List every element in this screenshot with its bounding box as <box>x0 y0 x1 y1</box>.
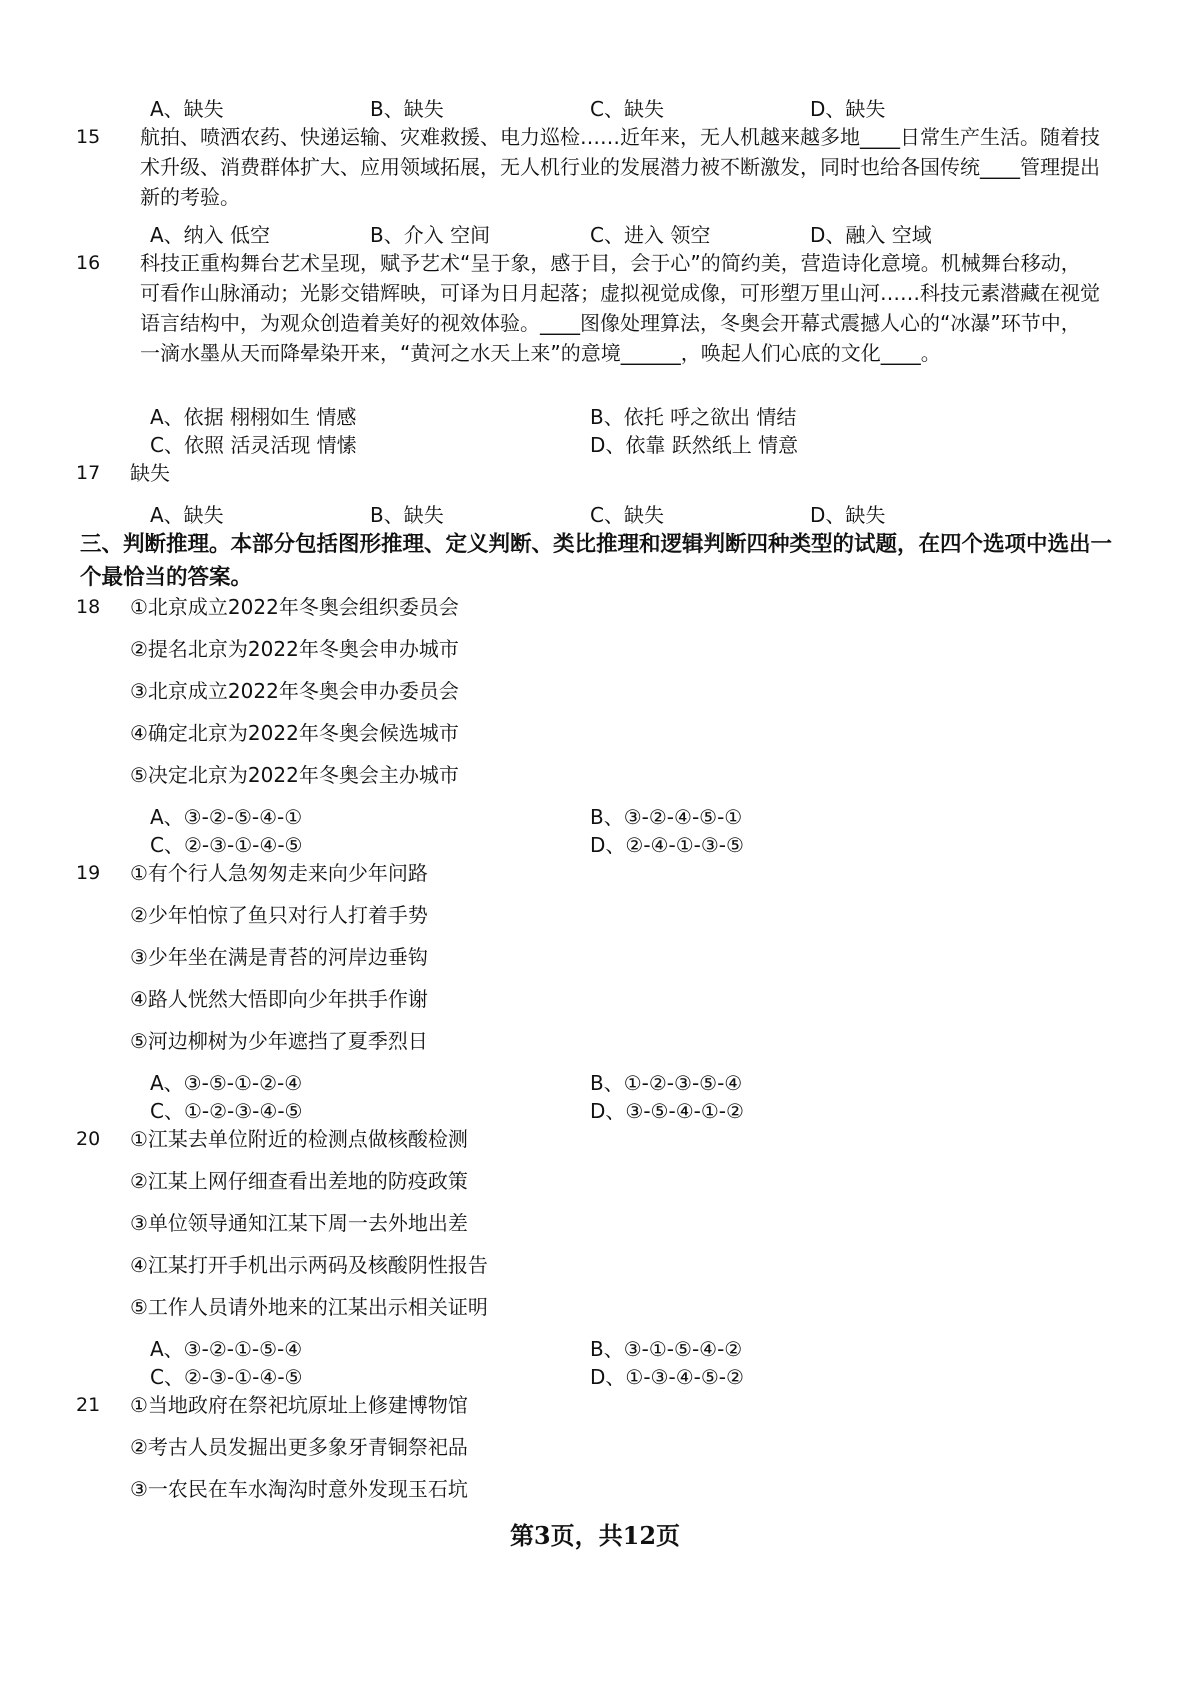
q20-option-a: A、③-②-①-⑤-④ <box>150 1337 303 1361</box>
q17-option-a: A、缺失 <box>150 503 224 527</box>
q18-statement-4: ④确定北京为2022年冬奥会候选城市 <box>130 721 459 745</box>
q20-statement-2: ②江某上网仔细查看出差地的防疫政策 <box>130 1169 468 1193</box>
q18-statement-3: ③北京成立2022年冬奥会申办委员会 <box>130 679 459 703</box>
q16-number: 16 <box>76 252 101 274</box>
q21-statement-3: ③一农民在车水淘沟时意外发现玉石坑 <box>130 1477 468 1501</box>
q14-option-a: A、缺失 <box>150 97 224 121</box>
q20-number: 20 <box>76 1128 101 1150</box>
q19-statement-2: ②少年怕惊了鱼只对行人打着手势 <box>130 903 428 927</box>
q19-statement-3: ③少年坐在满是青苔的河岸边垂钩 <box>130 945 428 969</box>
q19-number: 19 <box>76 862 101 884</box>
q18-option-b: B、③-②-④-⑤-① <box>590 805 743 829</box>
q14-option-c: C、缺失 <box>590 97 664 121</box>
q21-statement-2: ②考古人员发掘出更多象牙青铜祭祀品 <box>130 1435 468 1459</box>
q17-number: 17 <box>76 462 101 484</box>
q20-statement-5: ⑤工作人员请外地来的江某出示相关证明 <box>130 1295 488 1319</box>
q16-option-c: C、依照 活灵活现 情愫 <box>150 433 357 457</box>
q18-number: 18 <box>76 596 101 618</box>
q20-option-d: D、①-③-④-⑤-② <box>590 1365 744 1389</box>
q21-statement-1: ①当地政府在祭祀坑原址上修建博物馆 <box>130 1393 468 1417</box>
q16-option-a: A、依据 栩栩如生 情感 <box>150 405 357 429</box>
q20-statement-3: ③单位领导通知江某下周一去外地出差 <box>130 1211 468 1235</box>
q18-option-c: C、②-③-①-④-⑤ <box>150 833 303 857</box>
q15-option-c: C、进入 领空 <box>590 223 711 247</box>
q20-option-c: C、②-③-①-④-⑤ <box>150 1365 303 1389</box>
q14-option-d: D、缺失 <box>810 97 886 121</box>
q20-option-b: B、③-①-⑤-④-② <box>590 1337 743 1361</box>
q15-stem: 航拍、喷洒农药、快递运输、灾难救援、电力巡检……近年来，无人机越来越多地____日常生产生活。随着技术升级、消费群体扩大、应用领域拓展，无人机行业的发展潜力被不断激发，同时也给各国传统____管理提出新的考验。 <box>140 125 1100 209</box>
q15-option-a: A、纳入 低空 <box>150 223 271 247</box>
q18-option-d: D、②-④-①-③-⑤ <box>590 833 744 857</box>
q18-statement-1: ①北京成立2022年冬奥会组织委员会 <box>130 595 459 619</box>
q17-option-b: B、缺失 <box>370 503 444 527</box>
q17-option-c: C、缺失 <box>590 503 664 527</box>
q17-option-d: D、缺失 <box>810 503 886 527</box>
q19-statement-5: ⑤河边柳树为少年遮挡了夏季烈日 <box>130 1029 428 1053</box>
q16-option-b: B、依托 呼之欲出 情结 <box>590 405 797 429</box>
q15-number: 15 <box>76 126 101 148</box>
q16-stem: 科技正重构舞台艺术呈现，赋予艺术“呈于象，感于目，会于心”的简约美，营造诗化意境。机械舞台移动，可看作山脉涌动；光影交错辉映，可译为日月起落；虚拟视觉成像，可形塑万里山河……科技元素潜藏在视觉语言结构中，为观众创造着美好的视效体验。____图像处理算法，冬奥会开幕式震撼人心的“冰瀑”环节中，一滴水墨从天而降晕染开来，“黄河之水天上来”的意境______，唤起人们心底的文化____。 <box>140 251 1100 365</box>
q19-option-a: A、③-⑤-①-②-④ <box>150 1071 303 1095</box>
page-number-footer: 第3页，共12页 <box>509 1521 681 1550</box>
q16-option-d: D、依靠 跃然纸上 情意 <box>590 433 799 457</box>
q15-option-d: D、融入 空域 <box>810 223 932 247</box>
q14-option-b: B、缺失 <box>370 97 444 121</box>
q18-statement-2: ②提名北京为2022年冬奥会申办城市 <box>130 637 459 661</box>
q19-statement-1: ①有个行人急匆匆走来向少年问路 <box>130 861 428 885</box>
q19-option-d: D、③-⑤-④-①-② <box>590 1099 744 1123</box>
q17-stem: 缺失 <box>130 461 170 485</box>
q21-number: 21 <box>76 1394 101 1416</box>
q19-option-b: B、①-②-③-⑤-④ <box>590 1071 743 1095</box>
q19-option-c: C、①-②-③-④-⑤ <box>150 1099 303 1123</box>
q18-statement-5: ⑤决定北京为2022年冬奥会主办城市 <box>130 763 459 787</box>
q20-statement-1: ①江某去单位附近的检测点做核酸检测 <box>130 1127 468 1151</box>
q15-option-b: B、介入 空间 <box>370 223 491 247</box>
q18-option-a: A、③-②-⑤-④-① <box>150 805 303 829</box>
q20-statement-4: ④江某打开手机出示两码及核酸阴性报告 <box>130 1253 488 1277</box>
section-heading: 三、判断推理。本部分包括图形推理、定义判断、类比推理和逻辑判断四种类型的试题，在四个选项中选出一个最恰当的答案。 <box>80 532 1113 590</box>
q19-statement-4: ④路人恍然大悟即向少年拱手作谢 <box>130 987 428 1011</box>
